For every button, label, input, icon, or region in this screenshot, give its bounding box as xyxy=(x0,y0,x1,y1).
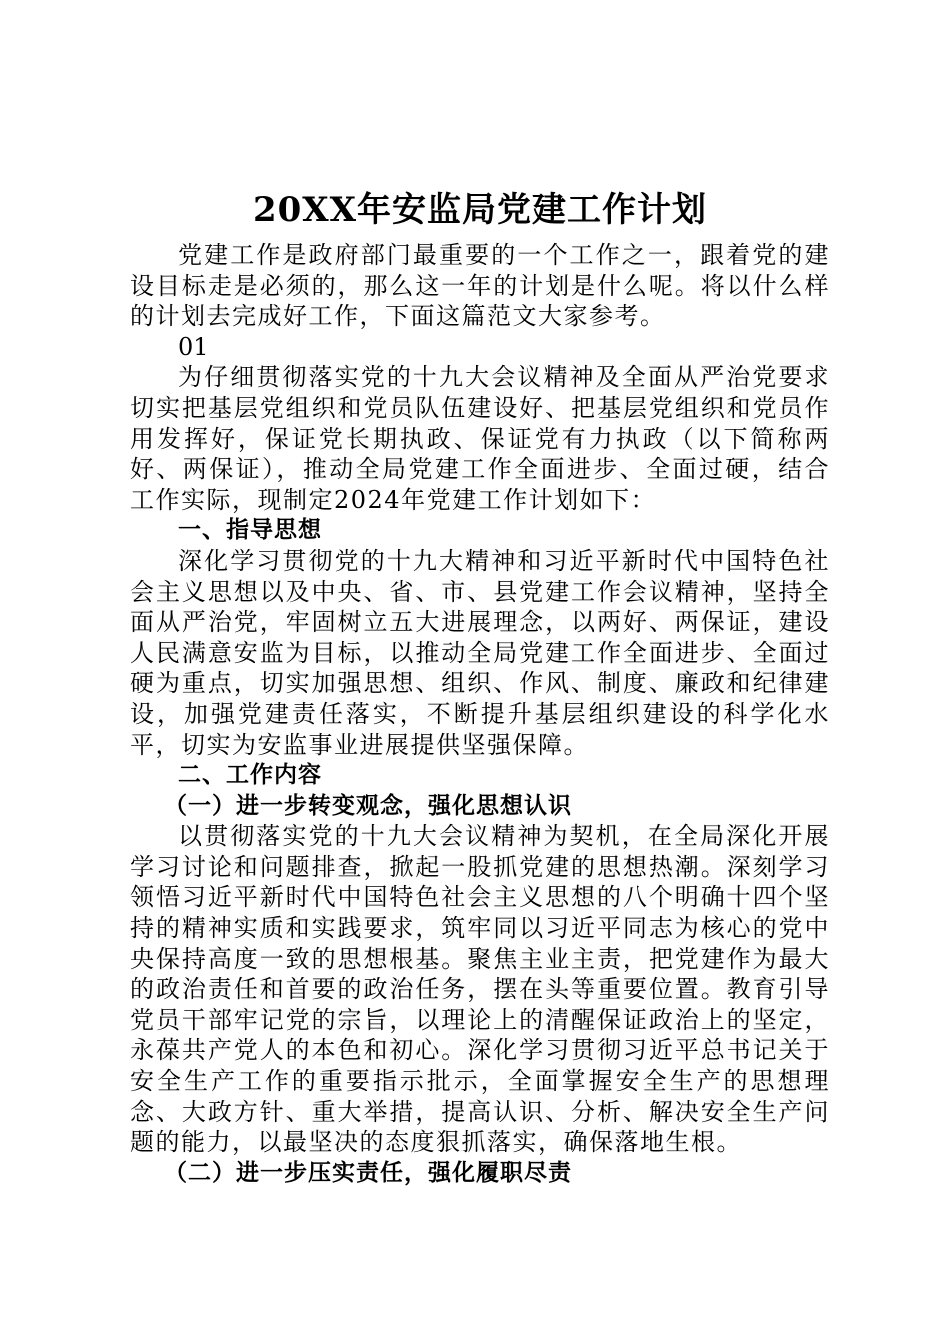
heading-work-content: 二、工作内容 xyxy=(178,762,322,789)
guiding-thought-paragraph: 深化学习贯彻党的十九大精神和习近平新时代中国特色社会主义思想以及中央、省、市、县党建工作会议精神，坚持全面从严治党，牢固树立五大进展理念，以两好、两保证，建设人民满意安监为目标，以推动全局党建工作全面进步、全面过硬为重点，切实加强思想、组织、作风、制度、廉政和纪律建设，加强党建责任落实，不断提升基层组织建设的科学化水平，切实为安监事业进展提供坚强保障。 xyxy=(130,546,830,759)
section-number: 01 xyxy=(178,332,209,361)
subheading-responsibility: （二）进一步压实责任，强化履职尽责 xyxy=(164,1159,572,1186)
document-title: 20XX年安监局党建工作计划 xyxy=(252,190,708,230)
subheading-change-concepts: （一）进一步转变观念，强化思想认识 xyxy=(164,792,572,819)
opening-paragraph: 为仔细贯彻落实党的十九大会议精神及全面从严治党要求切实把基层党组织和党员队伍建设好、把基层党组织和党员作用发挥好，保证党长期执政、保证党有力执政（以下简称两好、两保证），推动全局党建工作全面进步、全面过硬，结合工作实际，现制定2024年党建工作计划如下： xyxy=(130,363,830,514)
document-body xyxy=(130,180,830,1188)
intro-paragraph: 党建工作是政府部门最重要的一个工作之一，跟着党的建设目标走是必须的，那么这一年的计划是什么呢。将以什么样的计划去完成好工作，下面这篇范文大家参考。 xyxy=(130,241,830,331)
heading-guiding-thought: 一、指导思想 xyxy=(178,517,322,544)
change-concepts-paragraph: 以贯彻落实党的十九大会议精神为契机，在全局深化开展学习讨论和问题排查，掀起一股抓党建的思想热潮。深刻学习领悟习近平新时代中国特色社会主义思想的八个明确十四个坚持的精神实质和实践要求，筑牢同以习近平同志为核心的党中央保持高度一致的思想根基。聚焦主业主责，把党建作为最大的政治责任和首要的政治任务，摆在头等重要位置。教育引导党员干部牢记党的宗旨，以理论上的清醒保证政治上的坚定，永葆共产党人的本色和初心。深化学习贯彻习近平总书记关于安全生产工作的重要指示批示，全面掌握安全生产的思想理念、大政方针、重大举措，提高认识、分析、解决安全生产问题的能力，以最坚决的态度狠抓落实，确保落地生根。 xyxy=(130,822,830,1157)
